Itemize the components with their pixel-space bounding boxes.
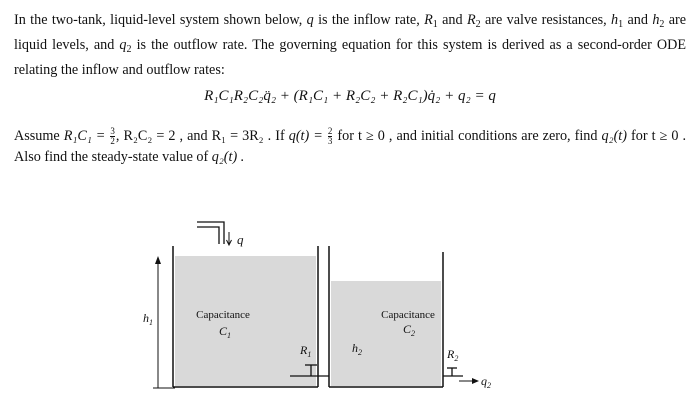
inflow-pipe-inner (197, 227, 219, 244)
p2-r1c1: R₁C₁ = (63, 128, 106, 144)
outflow-arrowhead-icon (472, 378, 479, 384)
h2-label: $h_2$ (352, 341, 362, 357)
p1-text-d: are liquid levels, and (14, 12, 687, 53)
inflow-pipe-outer (197, 222, 224, 244)
p1-q: q (306, 12, 314, 28)
frac2-den: 3 (327, 136, 333, 147)
valve2-label: $R_2$ (447, 347, 459, 363)
outflow-label: $q_2$ (481, 374, 491, 390)
p1-text-c: are valve resistances, (484, 12, 607, 28)
frac1-den: 2 (110, 136, 115, 147)
p1-h2: h (652, 12, 660, 28)
p1-text-a: In the two-tank, liquid-level system shown below, (14, 12, 303, 28)
p2-for: for (631, 128, 648, 144)
tank2-capacitance-label: Capacitance (381, 309, 435, 321)
governing-equation: R₁C₁R₂C₂q̈₂ + (R₁C₁ + R₂C₂ + R₂C₁)q̇₂ + q₂ = q (204, 88, 496, 104)
frac2-num: 2 (327, 126, 333, 137)
p1-q2: q (119, 37, 127, 53)
p2-text-c7: t ≥ 0 . Also find the steady-state value of (14, 128, 687, 165)
p1-r2-sub: 2 (475, 19, 481, 30)
frac1-num: 3 (110, 126, 115, 137)
p2-qt: q(t) = (288, 128, 323, 144)
valve1-label: $R_1$ (300, 343, 312, 359)
p1-r1-sub: 1 (432, 19, 438, 30)
p2-text-c2: , R₂C₂ = 2 , and R₁ = 3R₂ . If (115, 128, 285, 144)
p1-q2-sub: 2 (126, 44, 132, 55)
inflow-label: q (237, 232, 244, 247)
p1-and-2: and (627, 12, 648, 28)
p2-q2t: q₂(t) (601, 128, 627, 144)
p1-h1-sub: 1 (618, 19, 624, 30)
p2-q2t-end: q₂(t) . (211, 149, 245, 165)
tank2-water (331, 281, 441, 386)
tank1-water (175, 256, 316, 386)
p1-and-1: and (442, 12, 463, 28)
p1-text-b: is the inflow rate, (318, 12, 420, 28)
p2-assume: Assume (14, 128, 60, 144)
p2-text-c4: for t ≥ 0 , and initial conditions are zero, find (337, 128, 598, 144)
tank1-capacitance-label: Capacitance (196, 309, 250, 321)
p1-r1: R (424, 12, 433, 28)
p1-text-e: is the outflow rate. The governing equation for this system is derived as a second-order ODE relating the inflow and outflow rates: (14, 37, 687, 78)
p1-h1: h (611, 12, 619, 28)
p1-r2: R (466, 12, 476, 28)
tank1-c1-label: $C_1$ (219, 324, 232, 340)
tank2-c2-label: $C_2$ (403, 322, 416, 338)
p1-h2-sub: 2 (659, 19, 665, 30)
h1-arrowhead-icon (155, 256, 161, 264)
h1-label: $h_1$ (143, 311, 153, 327)
